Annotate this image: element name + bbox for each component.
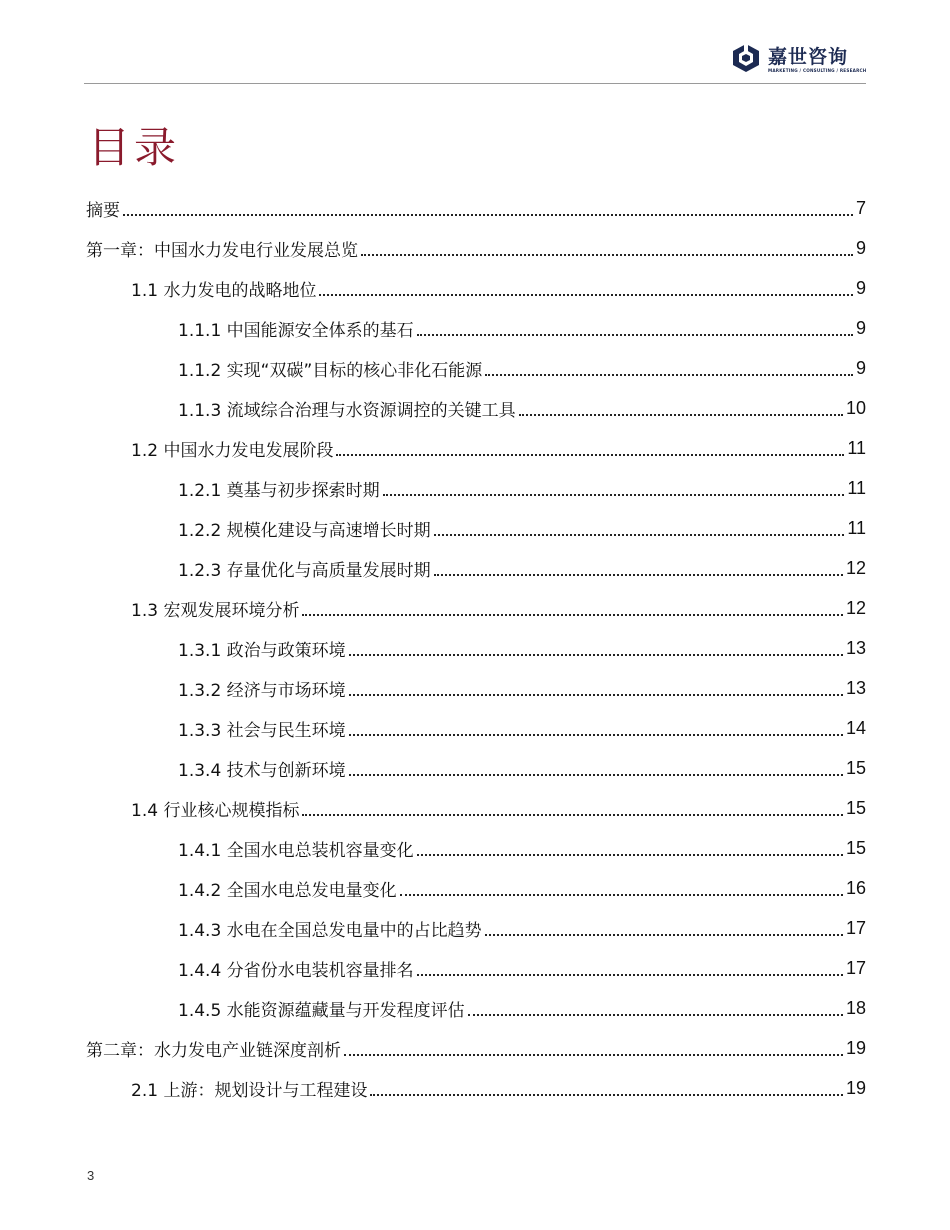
toc-entry-label: 1.1 水力发电的战略地位 bbox=[131, 280, 317, 301]
toc-leader-dots bbox=[417, 333, 853, 336]
toc-entry[interactable] bbox=[178, 908, 866, 948]
toc-leader-dots bbox=[468, 1013, 843, 1016]
toc-leader-dots bbox=[519, 413, 843, 416]
page-number: 3 bbox=[87, 1168, 95, 1183]
toc-entry-page: 11 bbox=[847, 477, 866, 498]
toc-entry[interactable] bbox=[178, 548, 866, 588]
toc-entry-label: 1.4.5 水能资源蕴藏量与开发程度评估 bbox=[178, 1000, 465, 1021]
toc-leader-dots bbox=[417, 973, 843, 976]
toc-entry[interactable] bbox=[178, 668, 866, 708]
toc-leader-dots bbox=[417, 853, 843, 856]
toc-entry-page: 14 bbox=[845, 717, 866, 738]
toc-leader-dots bbox=[485, 373, 853, 376]
toc-leader-dots bbox=[361, 253, 853, 256]
toc-entry-page: 15 bbox=[845, 837, 866, 858]
toc-entry[interactable] bbox=[131, 788, 866, 828]
toc-entry[interactable] bbox=[178, 508, 866, 548]
toc-entry[interactable] bbox=[178, 988, 866, 1028]
toc-entry-label: 1.1.1 中国能源安全体系的基石 bbox=[178, 320, 414, 341]
toc-entry-label: 1.3.2 经济与市场环境 bbox=[178, 680, 346, 701]
toc-entry-label: 第一章：中国水力发电行业发展总览 bbox=[86, 240, 358, 261]
toc-entry-page: 17 bbox=[845, 957, 866, 978]
toc-leader-dots bbox=[123, 213, 853, 216]
toc-entry-label: 1.1.3 流域综合治理与水资源调控的关键工具 bbox=[178, 400, 516, 421]
toc-entry-label: 1.2 中国水力发电发展阶段 bbox=[131, 440, 334, 461]
toc-entry[interactable] bbox=[86, 228, 866, 268]
toc-entry-label: 1.4.4 分省份水电装机容量排名 bbox=[178, 960, 414, 981]
toc-leader-dots bbox=[349, 653, 843, 656]
toc-entry-label: 1.2.2 规模化建设与高速增长时期 bbox=[178, 520, 431, 541]
toc-entry-label: 第二章：水力发电产业链深度剖析 bbox=[86, 1040, 341, 1061]
toc-entry-label: 1.2.1 奠基与初步探索时期 bbox=[178, 480, 380, 501]
toc-entry-label: 1.4 行业核心规模指标 bbox=[131, 800, 300, 821]
toc-entry-page: 13 bbox=[845, 637, 866, 658]
page-title: 目录 bbox=[88, 123, 181, 172]
toc-entry[interactable] bbox=[131, 268, 866, 308]
toc-leader-dots bbox=[302, 613, 843, 616]
toc-entry-label: 摘要 bbox=[86, 200, 120, 221]
company-logo bbox=[730, 42, 870, 78]
toc-entry-label: 1.3.3 社会与民生环境 bbox=[178, 720, 346, 741]
toc-entry-page: 11 bbox=[847, 437, 866, 458]
toc-entry-page: 9 bbox=[855, 357, 866, 378]
toc-entry[interactable] bbox=[86, 1028, 866, 1068]
toc-entry[interactable] bbox=[178, 748, 866, 788]
toc-entry-page: 17 bbox=[845, 917, 866, 938]
toc-entry[interactable] bbox=[178, 708, 866, 748]
toc-entry[interactable] bbox=[178, 948, 866, 988]
toc-leader-dots bbox=[336, 453, 844, 456]
toc-entry-label: 1.3 宏观发展环境分析 bbox=[131, 600, 300, 621]
toc-entry-label: 1.3.4 技术与创新环境 bbox=[178, 760, 346, 781]
toc-entry-label: 1.4.2 全国水电总发电量变化 bbox=[178, 880, 397, 901]
toc-leader-dots bbox=[349, 693, 843, 696]
logo-name: 嘉世咨询 bbox=[768, 46, 849, 68]
toc-entry-page: 12 bbox=[845, 557, 866, 578]
toc-leader-dots bbox=[400, 893, 843, 896]
toc-entry-page: 9 bbox=[855, 237, 866, 258]
toc-entry-page: 9 bbox=[855, 317, 866, 338]
toc-leader-dots bbox=[370, 1093, 843, 1096]
toc-entry[interactable] bbox=[131, 428, 866, 468]
toc-entry-page: 11 bbox=[847, 517, 866, 538]
toc-leader-dots bbox=[434, 573, 843, 576]
toc-entry-page: 13 bbox=[845, 677, 866, 698]
toc-entry-page: 19 bbox=[845, 1077, 866, 1098]
toc-entry[interactable] bbox=[178, 828, 866, 868]
toc-leader-dots bbox=[485, 933, 843, 936]
toc-entry-label: 1.1.2 实现“双碳”目标的核心非化石能源 bbox=[178, 360, 483, 381]
toc-entry[interactable] bbox=[178, 868, 866, 908]
toc-entry-label: 1.2.3 存量优化与高质量发展时期 bbox=[178, 560, 431, 581]
toc-entry-page: 12 bbox=[845, 597, 866, 618]
toc-entry-label: 1.4.3 水电在全国总发电量中的占比趋势 bbox=[178, 920, 482, 941]
toc-leader-dots bbox=[344, 1053, 843, 1056]
toc-entry-page: 10 bbox=[845, 397, 866, 418]
page-header bbox=[0, 0, 950, 86]
toc-entry[interactable] bbox=[178, 628, 866, 668]
toc-leader-dots bbox=[349, 773, 843, 776]
toc-leader-dots bbox=[383, 493, 845, 496]
toc-leader-dots bbox=[319, 293, 853, 296]
toc-entry-page: 15 bbox=[845, 757, 866, 778]
toc-entry-page: 7 bbox=[855, 197, 866, 218]
toc-entry[interactable] bbox=[178, 388, 866, 428]
toc-entry-label: 1.4.1 全国水电总装机容量变化 bbox=[178, 840, 414, 861]
toc-entry[interactable] bbox=[86, 188, 866, 228]
toc-leader-dots bbox=[302, 813, 843, 816]
toc-entry-page: 18 bbox=[845, 997, 866, 1018]
toc-entry[interactable] bbox=[178, 348, 866, 388]
toc-entry-page: 19 bbox=[845, 1037, 866, 1058]
toc-entry-page: 9 bbox=[855, 277, 866, 298]
toc-leader-dots bbox=[434, 533, 845, 536]
toc-entry-label: 1.3.1 政治与政策环境 bbox=[178, 640, 346, 661]
logo-mark-icon bbox=[730, 42, 762, 74]
toc-entry-label: 2.1 上游：规划设计与工程建设 bbox=[131, 1080, 368, 1101]
toc-leader-dots bbox=[349, 733, 843, 736]
toc-entry[interactable] bbox=[178, 468, 866, 508]
logo-tagline: MARKETING / CONSULTING / RESEARCH bbox=[768, 68, 867, 73]
toc-entry[interactable] bbox=[178, 308, 866, 348]
toc-entry-page: 15 bbox=[845, 797, 866, 818]
toc-entry[interactable] bbox=[131, 588, 866, 628]
header-rule bbox=[84, 83, 866, 84]
toc-entry[interactable] bbox=[131, 1068, 866, 1108]
toc-entry-page: 16 bbox=[845, 877, 866, 898]
